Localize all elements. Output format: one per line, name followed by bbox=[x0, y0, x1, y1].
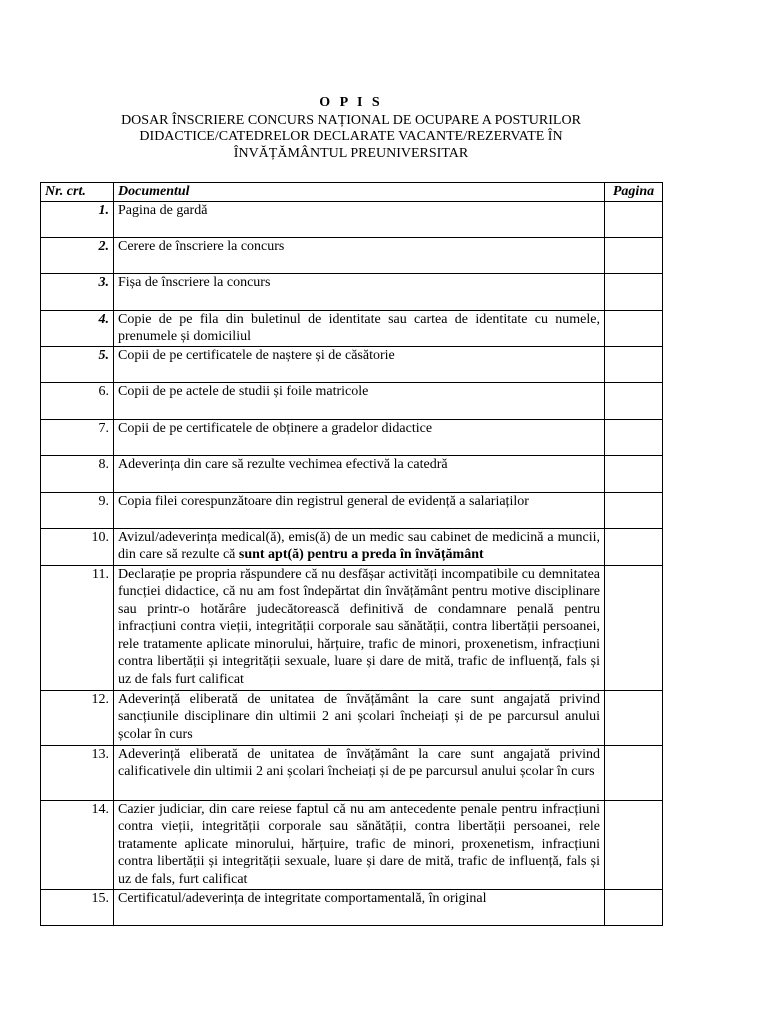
row-document: Copii de pe certificatele de naștere și de căsătorie bbox=[114, 346, 605, 382]
row-number: 3. bbox=[41, 273, 114, 310]
row-number: 8. bbox=[41, 455, 114, 492]
row-document: Fișa de înscriere la concurs bbox=[114, 273, 605, 310]
table-row bbox=[41, 492, 663, 528]
row-number: 4. bbox=[41, 310, 114, 346]
table-row bbox=[41, 237, 663, 273]
row-document: Adeverința din care să rezulte vechimea efectivă la catedră bbox=[114, 455, 605, 492]
row-number: 7. bbox=[41, 419, 114, 455]
row-number: 9. bbox=[41, 492, 114, 528]
row-page-cell bbox=[605, 237, 663, 273]
table-row bbox=[41, 455, 663, 492]
header-line-2: DIDACTICE/CATEDRELOR DECLARATE VACANTE/REZERVATE ÎN bbox=[139, 129, 563, 144]
column-header-nr: Nr. crt. bbox=[41, 183, 114, 202]
row-number: 11. bbox=[41, 565, 114, 690]
column-header-document: Documentul bbox=[114, 183, 605, 202]
row-page-cell bbox=[605, 346, 663, 382]
row-number: 10. bbox=[41, 528, 114, 565]
row-document-emphasis: sunt apt(ă) pentru a preda în învățământ bbox=[238, 547, 484, 562]
table-row bbox=[41, 419, 663, 455]
row-page-cell bbox=[605, 690, 663, 745]
table-row bbox=[41, 889, 663, 925]
row-page-cell bbox=[605, 528, 663, 565]
row-document bbox=[114, 528, 605, 565]
column-header-page: Pagina bbox=[605, 183, 663, 202]
row-number: 14. bbox=[41, 800, 114, 889]
row-document: Copii de pe actele de studii și foile matricole bbox=[114, 382, 605, 419]
row-document: Copie de pe fila din buletinul de identitate sau cartea de identitate cu numele, prenumele și domiciliul bbox=[114, 310, 605, 346]
row-number: 13. bbox=[41, 745, 114, 800]
row-page-cell bbox=[605, 273, 663, 310]
row-document: Declarație pe propria răspundere că nu desfășar activități incompatibile cu demnitatea funcției didactice, că nu am fost îndepărtat din învățământ pentru motive disciplinare sau printr-o hotărâre judecătorească definitivă de condamnare penală pentru infracțiuni contra vieții, integrității corporale sau sănătății, contra libertății persoanei, rele tratamente aplicate minorului, hărțuire, trafic de minori, proxenetism, infracțiuni contra libertății și integrității sexuale, luare și dare de mită, trafic de influență, fals și uz de fals furt calificat bbox=[114, 565, 605, 690]
header-line-3: ÎNVĂȚĂMÂNTUL PREUNIVERSITAR bbox=[233, 145, 469, 161]
table-row bbox=[41, 800, 663, 889]
row-document: Adeverință eliberată de unitatea de învățământ la care sunt angajată privind calificativele din ultimii 2 ani școlari încheiați și de pe parcursul anului școlar în curs bbox=[114, 745, 605, 800]
table-row bbox=[41, 528, 663, 565]
row-document-text: Avizul/adeverința medical(ă), emis(ă) de un medic sau cabinet de medicină a muncii, din care să rezulte că bbox=[118, 529, 600, 562]
row-number: 15. bbox=[41, 889, 114, 925]
document-title: O P I S bbox=[319, 95, 383, 110]
row-number: 5. bbox=[41, 346, 114, 382]
header-line-1: DOSAR ÎNSCRIERE CONCURS NAȚIONAL DE OCUPARE A POSTURILOR bbox=[121, 112, 581, 128]
row-page-cell bbox=[605, 800, 663, 889]
row-page-cell bbox=[605, 889, 663, 925]
documents-table bbox=[40, 182, 663, 926]
table-row bbox=[41, 201, 663, 237]
row-page-cell bbox=[605, 382, 663, 419]
table-row bbox=[41, 745, 663, 800]
table-row bbox=[41, 346, 663, 382]
row-page-cell bbox=[605, 419, 663, 455]
row-page-cell bbox=[605, 492, 663, 528]
row-page-cell bbox=[605, 565, 663, 690]
table-row bbox=[41, 273, 663, 310]
row-document: Cazier judiciar, din care reiese faptul că nu am antecedente penale pentru infracțiuni contra vieții, integrității corporale sau sănătății, contra libertății persoanei, rele tratamente aplicate minorului, hărțuire, trafic de minori, proxenetism, infracțiuni contra libertății și integrității sexuale, luare și dare de mită, trafic de influență, fals și uz de fals, furt calificat bbox=[114, 800, 605, 889]
row-number: 2. bbox=[41, 237, 114, 273]
row-page-cell bbox=[605, 201, 663, 237]
table-row bbox=[41, 565, 663, 690]
row-document: Adeverință eliberată de unitatea de învățământ la care sunt angajată privind sancțiunile disciplinare din ultimii 2 ani școlari încheiați și de pe parcursul anului școlar în curs bbox=[114, 690, 605, 745]
table-header-row bbox=[41, 183, 663, 202]
table-row bbox=[41, 310, 663, 346]
row-number: 12. bbox=[41, 690, 114, 745]
row-document: Certificatul/adeverința de integritate comportamentală, în original bbox=[114, 889, 605, 925]
row-document: Pagina de gardă bbox=[114, 201, 605, 237]
table-row bbox=[41, 382, 663, 419]
row-document: Copia filei corespunzătoare din registrul general de evidență a salariaților bbox=[114, 492, 605, 528]
row-page-cell bbox=[605, 310, 663, 346]
row-page-cell bbox=[605, 455, 663, 492]
row-document: Copii de pe certificatele de obținere a gradelor didactice bbox=[114, 419, 605, 455]
row-number: 6. bbox=[41, 382, 114, 419]
row-number: 1. bbox=[41, 201, 114, 237]
document-header bbox=[40, 95, 662, 162]
table-row bbox=[41, 690, 663, 745]
row-document: Cerere de înscriere la concurs bbox=[114, 237, 605, 273]
row-page-cell bbox=[605, 745, 663, 800]
